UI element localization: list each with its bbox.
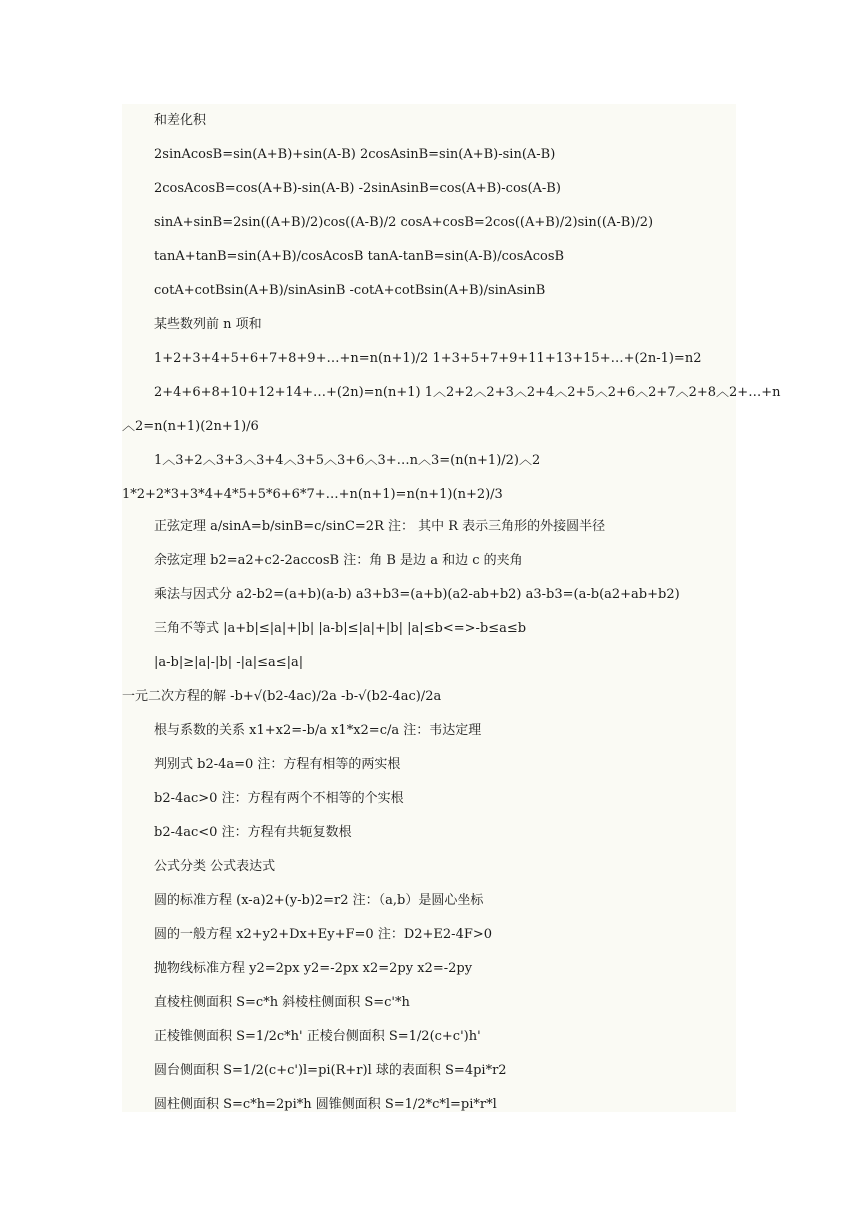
formula-line-law-of-sines: 正弦定理 a/sinA=b/sinB=c/sinC=2R 注： 其中 R 表示三角形的外接圆半径 [154, 519, 606, 534]
formula-line: cotA+cotBsin(A+B)/sinAsinB -cotA+cotBsin(A+B)/sinAsinB [154, 283, 546, 298]
formula-line-triangle-inequality: 三角不等式 |a+b|≤|a|+|b| |a-b|≤|a|+|b| |a|≤b<=>-b≤a≤b [154, 621, 527, 636]
formula-line-continuation: ︿2=n(n+1)(2n+1)/6 [122, 419, 259, 434]
formula-line: b2-4ac>0 注：方程有两个不相等的个实根 [154, 791, 404, 806]
formula-line: 1+2+3+4+5+6+7+8+9+…+n=n(n+1)/2 1+3+5+7+9+11+13+15+…+(2n-1)=n2 [154, 351, 702, 366]
heading-sum-to-product: 和差化积 [154, 113, 207, 128]
formula-line: b2-4ac<0 注：方程有共轭复数根 [154, 825, 352, 840]
formula-line-vieta: 根与系数的关系 x1+x2=-b/a x1*x2=c/a 注：韦达定理 [154, 723, 482, 738]
formula-line: 2sinAcosB=sin(A+B)+sin(A-B) 2cosAsinB=sin(A+B)-sin(A-B) [154, 147, 556, 162]
formula-line: tanA+tanB=sin(A+B)/cosAcosB tanA-tanB=sin(A-B)/cosAcosB [154, 249, 565, 264]
heading-formula-categories: 公式分类 公式表达式 [154, 859, 276, 874]
formula-line-factorization: 乘法与因式分 a2-b2=(a+b)(a-b) a3+b3=(a+b)(a2-ab+b2) a3-b3=(a-b(a2+ab+b2) [154, 587, 680, 602]
formula-line: 1︿3+2︿3+3︿3+4︿3+5︿3+6︿3+…n︿3=(n(n+1)/2)︿2 [154, 453, 541, 468]
formula-line-discriminant: 判别式 b2-4a=0 注：方程有相等的两实根 [154, 757, 401, 772]
formula-line-circle-general: 圆的一般方程 x2+y2+Dx+Ey+F=0 注：D2+E2-4F>0 [154, 927, 493, 942]
formula-line-cylinder-cone: 圆柱侧面积 S=c*h=2pi*h 圆锥侧面积 S=1/2*c*l=pi*r*l [154, 1097, 497, 1112]
formula-line-parabola: 抛物线标准方程 y2=2px y2=-2px x2=2py x2=-2py [154, 961, 473, 976]
formula-line-circle-standard: 圆的标准方程 (x-a)2+(y-b)2=r2 注：（a,b）是圆心坐标 [154, 893, 484, 908]
formula-line: 1*2+2*3+3*4+4*5+5*6+6*7+…+n(n+1)=n(n+1)(n+2)/3 [122, 487, 503, 502]
formula-line-prism-area: 直棱柱侧面积 S=c*h 斜棱柱侧面积 S=c'*h [154, 995, 410, 1010]
formula-line: sinA+sinB=2sin((A+B)/2)cos((A-B)/2 cosA+cosB=2cos((A+B)/2)sin((A-B)/2) [154, 215, 654, 230]
formula-line: |a-b|≥|a|-|b| -|a|≤a≤|a| [154, 655, 304, 670]
heading-series-sums: 某些数列前 n 项和 [154, 317, 262, 332]
formula-line-quadratic-roots: 一元二次方程的解 -b+√(b2-4ac)/2a -b-√(b2-4ac)/2a [122, 689, 442, 704]
formula-line-pyramid-area: 正棱锥侧面积 S=1/2c*h' 正棱台侧面积 S=1/2(c+c')h' [154, 1029, 481, 1044]
formula-line-law-of-cosines: 余弦定理 b2=a2+c2-2accosB 注：角 B 是边 a 和边 c 的夹角 [154, 553, 523, 568]
formula-line-frustum-sphere: 圆台侧面积 S=1/2(c+c')l=pi(R+r)l 球的表面积 S=4pi*r2 [154, 1063, 507, 1078]
formula-line: 2cosAcosB=cos(A+B)-sin(A-B) -2sinAsinB=cos(A+B)-cos(A-B) [154, 181, 561, 196]
formula-line: 2+4+6+8+10+12+14+…+(2n)=n(n+1) 1︿2+2︿2+3︿2+4︿2+5︿2+6︿2+7︿2+8︿2+…+n [154, 385, 781, 400]
